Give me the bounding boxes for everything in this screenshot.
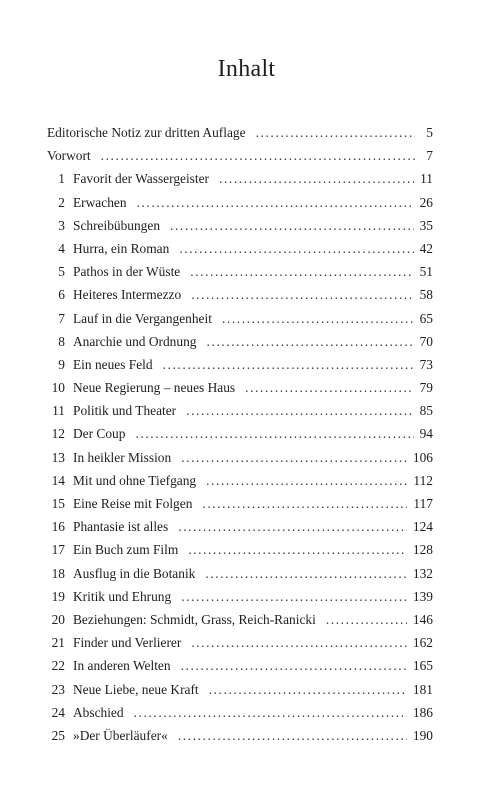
page-title: Inhalt (217, 56, 276, 82)
chapter-title: »Der Überläufer« (73, 727, 168, 743)
toc-entry (47, 167, 433, 190)
dot-leader (179, 237, 413, 260)
chapter-title: Der Coup (73, 426, 126, 442)
chapter-number: 9 (58, 356, 65, 372)
page-number: 112 (413, 472, 433, 488)
toc-entry (47, 307, 433, 330)
toc-entry (47, 608, 433, 631)
chapter-title: Abschied (73, 704, 124, 720)
chapter-number: 20 (51, 611, 65, 627)
toc-entry (47, 585, 433, 608)
dot-leader (191, 631, 407, 654)
dot-leader (206, 469, 407, 492)
chapter-title: Ausflug in die Botanik (73, 565, 196, 581)
dot-leader (134, 701, 407, 724)
toc-entry (47, 144, 433, 167)
toc-entry (47, 631, 433, 654)
dot-leader (191, 283, 413, 306)
toc-entry (47, 446, 433, 469)
page-number: 51 (419, 264, 433, 280)
page-number: 190 (412, 727, 433, 743)
toc-entry (47, 678, 433, 701)
toc-entry (47, 376, 433, 399)
dot-leader (202, 492, 407, 515)
toc-entry (47, 701, 433, 724)
toc-entry (47, 283, 433, 306)
toc-entry (47, 237, 433, 260)
dot-leader (178, 724, 407, 747)
page-number: 124 (412, 519, 433, 535)
dot-leader (219, 167, 414, 190)
chapter-title: Pathos in der Wüste (73, 264, 181, 280)
table-of-contents (47, 121, 433, 747)
toc-entry (47, 399, 433, 422)
chapter-number: 16 (51, 519, 65, 535)
dot-leader (137, 191, 414, 214)
page-number: 26 (419, 194, 433, 210)
chapter-title: Ein neues Feld (73, 356, 153, 372)
chapter-title: Politik und Theater (73, 403, 177, 419)
dot-leader (326, 608, 407, 631)
chapter-number: 17 (51, 542, 65, 558)
chapter-number: 5 (58, 264, 65, 280)
chapter-number: 6 (58, 287, 65, 303)
dot-leader (186, 399, 413, 422)
chapter-number: 8 (58, 333, 65, 349)
chapter-title: In heikler Mission (73, 449, 172, 465)
page-number: 146 (412, 611, 433, 627)
chapter-number: 22 (51, 658, 65, 674)
page-number: 165 (412, 658, 433, 674)
toc-entry (47, 562, 433, 585)
page-number: 181 (412, 681, 433, 697)
toc-entry (47, 330, 433, 353)
dot-leader (163, 353, 414, 376)
toc-entry (47, 492, 433, 515)
toc-entry (47, 121, 433, 144)
toc-entry (47, 214, 433, 237)
toc-entry (47, 191, 433, 214)
dot-leader (181, 585, 407, 608)
chapter-number: 1 (58, 171, 65, 187)
toc-entry (47, 538, 433, 561)
page-number: 85 (419, 403, 433, 419)
page-number: 58 (419, 287, 433, 303)
chapter-title: Mit und ohne Tiefgang (73, 472, 197, 488)
chapter-title: Favorit der Wassergeister (73, 171, 210, 187)
dot-leader (245, 376, 413, 399)
chapter-number: 23 (51, 681, 65, 697)
chapter-title: In anderen Welten (73, 658, 171, 674)
page-number: 73 (419, 356, 433, 372)
page-number: 106 (412, 449, 433, 465)
dot-leader (205, 562, 407, 585)
dot-leader (222, 307, 414, 330)
dot-leader (206, 330, 413, 353)
page-number: 7 (426, 148, 433, 164)
page-number: 79 (419, 380, 433, 396)
chapter-title: Neue Regierung – neues Haus (73, 380, 236, 396)
page-number: 11 (420, 171, 433, 187)
chapter-number: 19 (51, 588, 65, 604)
chapter-number: 24 (51, 704, 65, 720)
chapter-title: Finder und Verlierer (73, 635, 182, 651)
dot-leader (188, 538, 407, 561)
page-number: 65 (419, 310, 433, 326)
chapter-number: 12 (51, 426, 65, 442)
chapter-number: 3 (58, 217, 65, 233)
chapter-title: Schreibübungen (73, 217, 161, 233)
chapter-title: Heiteres Intermezzo (73, 287, 182, 303)
page-number: 186 (412, 704, 433, 720)
page-number: 128 (412, 542, 433, 558)
toc-entry (47, 422, 433, 445)
chapter-title: Ein Buch zum Film (73, 542, 179, 558)
chapter-title: Neue Liebe, neue Kraft (73, 681, 199, 697)
page-number: 117 (413, 496, 433, 511)
chapter-number: 21 (51, 635, 65, 651)
chapter-title: Lauf in die Vergangenheit (73, 310, 212, 326)
chapter-number: 4 (58, 240, 65, 256)
page-number: 94 (419, 426, 433, 442)
chapter-number: 14 (51, 472, 65, 488)
chapter-number: 7 (58, 310, 65, 326)
toc-entry (47, 654, 433, 677)
chapter-title: Vorwort (47, 148, 91, 164)
chapter-number: 13 (51, 449, 65, 465)
page-number: 70 (419, 333, 433, 349)
chapter-title: Anarchie und Ordnung (73, 333, 197, 349)
chapter-number: 11 (52, 403, 65, 419)
chapter-number: 15 (51, 496, 65, 511)
page-number: 162 (412, 635, 433, 651)
toc-entry (47, 260, 433, 283)
dot-leader (135, 422, 413, 445)
chapter-title: Beziehungen: Schmidt, Grass, Reich-Ranicki (73, 611, 316, 627)
dot-leader (181, 654, 407, 677)
dot-leader (256, 121, 415, 144)
chapter-number: 10 (51, 380, 65, 396)
chapter-number: 18 (51, 565, 65, 581)
chapter-number: 2 (58, 194, 65, 210)
chapter-title: Kritik und Ehrung (73, 588, 172, 604)
chapter-title: Phantasie ist alles (73, 519, 169, 535)
page-number: 42 (419, 240, 433, 256)
dot-leader (170, 214, 414, 237)
dot-leader (181, 446, 407, 469)
toc-entry (47, 353, 433, 376)
toc-entry (47, 469, 433, 492)
dot-leader (101, 144, 415, 167)
chapter-title: Eine Reise mit Folgen (73, 496, 193, 511)
chapter-title: Editorische Notiz zur dritten Auflage (47, 125, 246, 140)
page-number: 35 (419, 217, 433, 233)
toc-entry (47, 515, 433, 538)
chapter-number: 25 (51, 727, 65, 743)
dot-leader (209, 678, 407, 701)
dot-leader (190, 260, 413, 283)
page-number: 132 (412, 565, 433, 581)
toc-entry (47, 724, 433, 747)
dot-leader (178, 515, 407, 538)
chapter-title: Erwachen (73, 194, 127, 210)
page-number: 5 (426, 125, 433, 140)
page-number: 139 (412, 588, 433, 604)
chapter-title: Hurra, ein Roman (73, 240, 170, 256)
